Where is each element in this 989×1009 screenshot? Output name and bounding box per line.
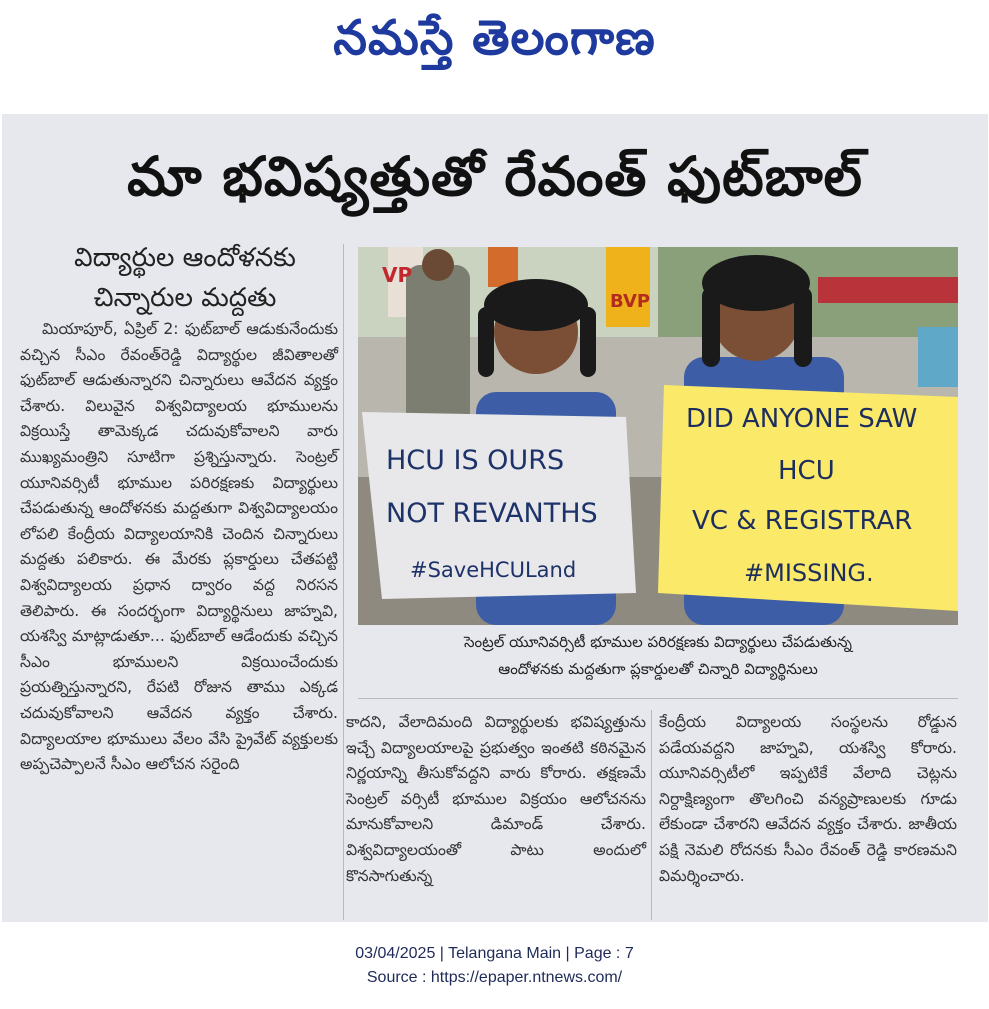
placard-right-line3: VC & REGISTRAR [692, 506, 913, 536]
placard-right-line1: DID ANYONE SAW [686, 404, 918, 434]
subheadline-line1: విద్యార్థుల ఆందోళనకు [74, 243, 296, 273]
protest-photo [358, 247, 958, 625]
placard-left-line2: NOT REVANTHS [386, 498, 598, 529]
article-column-3: కేంద్రీయ విద్యాలయ సంస్థలను రోడ్డున పడేయవద్దని జాహ్నవి, యశస్వి కోరారు. యూనివర్సిటీలో ఇప్పటికే వేలాది చెట్లను నిర్దాక్షిణ్యంగా తొలగించి వన్యప్రాణులకు గూడు లేకుండా చేశారని ఆవేదన వ్యక్తం చేశారు. జాతీయ పక్షి నెమలి రోదనకు సీఎం రేవంత్ రెడ్డి కారణమని విమర్శించారు. [659, 713, 957, 885]
article-column-1: మియాపూర్, ఏప్రిల్ 2: ఫుట్‌బాల్ ఆడుకునేందుకు వచ్చిన సీఎం రేవంత్‌రెడ్డి విద్యార్థుల జీవితాలతో ఫుట్‌బాల్ ఆడుతున్నారని చిన్నారులు ఆవేదన వ్యక్తం చేశారు. విలువైన విశ్వవిద్యాలయ భూములను విక్రయిస్తే తామెక్కడ చదువుకోవాలని వారు ముఖ్యమంత్రిని సూటిగా ప్రశ్నిస్తున్నారు. సెంట్రల్ యూనివర్సిటీ భూముల పరిరక్షణకు విద్యార్థులు చేపడుతున్న ఆందోళనకు మద్దతుగా విశ్వవిద్యాలయం లోపలి కేంద్రీయ విద్యాలయానికి చెందిన చిన్నారులు మద్దతు పలికారు. ఈ మేరకు ప్లకార్డులు చేతపట్టి విశ్వవిద్యాలయ ప్రధాన ద్వారం వద్ద నిరసన తెలిపారు. ఈ సందర్భంగా విద్యార్థినులు జాహ్నవి, యశస్వి మాట్లాడుతూ... ఫుట్‌బాల్ ఆడేందుకు వచ్చిన సీఎం భూములని విక్రయించేందుకు ప్రయత్నిస్తున్నారని, రేపటి రోజున తాము ఎక్కడ చదువుకోవాలని ఆవేదన వ్యక్తం చేశారు. విద్యాలయాల భూములు వేలం వేసి ప్రైవేట్ వ్యక్తులకు అప్పచెప్పాలనే సీఎం ఆలోచన సరైంది [20, 320, 338, 774]
headline: మా భవిష్యత్తుతో రేవంత్ ఫుట్‌బాల్ [127, 144, 863, 208]
footer-meta: 03/04/2025 | Telangana Main | Page : 7 [355, 945, 634, 962]
newspaper-clipping [2, 114, 988, 922]
masthead [0, 0, 989, 110]
placard-right-line2: HCU [778, 456, 835, 486]
caption-rule [358, 698, 958, 699]
banner-text-left: VP [382, 263, 413, 287]
caption-line2: ఆందోళనకు మద్దతుగా ప్లకార్డులతో చిన్నారి విద్యార్థినులు [498, 660, 818, 678]
footer-source: Source : https://epaper.ntnews.com/ [366, 969, 623, 986]
newspaper-logo: నమస్తే తెలంగాణ [333, 10, 656, 66]
placard-left-line3: #SaveHCULand [410, 558, 577, 582]
placard-left-line1: HCU IS OURS [386, 445, 565, 476]
banner-text: BVP [610, 291, 651, 312]
photo-caption [358, 629, 958, 683]
column-divider [343, 244, 344, 920]
caption-line1: సెంట్రల్ యూనివర్సిటీ భూముల పరిరక్షణకు విద్యార్థులు చేపడుతున్న [464, 633, 852, 651]
article-column-2: కాదని, వేలాదిమంది విద్యార్థులకు భవిష్యత్తును ఇచ్చే విద్యాలయాలపై ప్రభుత్వం ఇంతటి కఠినమైన నిర్ణయాన్ని తీసుకోవద్దని వారు కోరారు. తక్షణమే సెంట్రల్ వర్సిటీ భూముల విక్రయం ఆలోచనను మానుకోవాలని డిమాండ్ చేశారు. విశ్వవిద్యాలయంతో పాటు అందులో కొనసాగుతున్న [346, 713, 646, 885]
column-divider [651, 710, 652, 920]
subheadline-line2: చిన్నారుల మద్దతు [93, 283, 277, 313]
placard-right-line4: #MISSING. [744, 559, 874, 587]
